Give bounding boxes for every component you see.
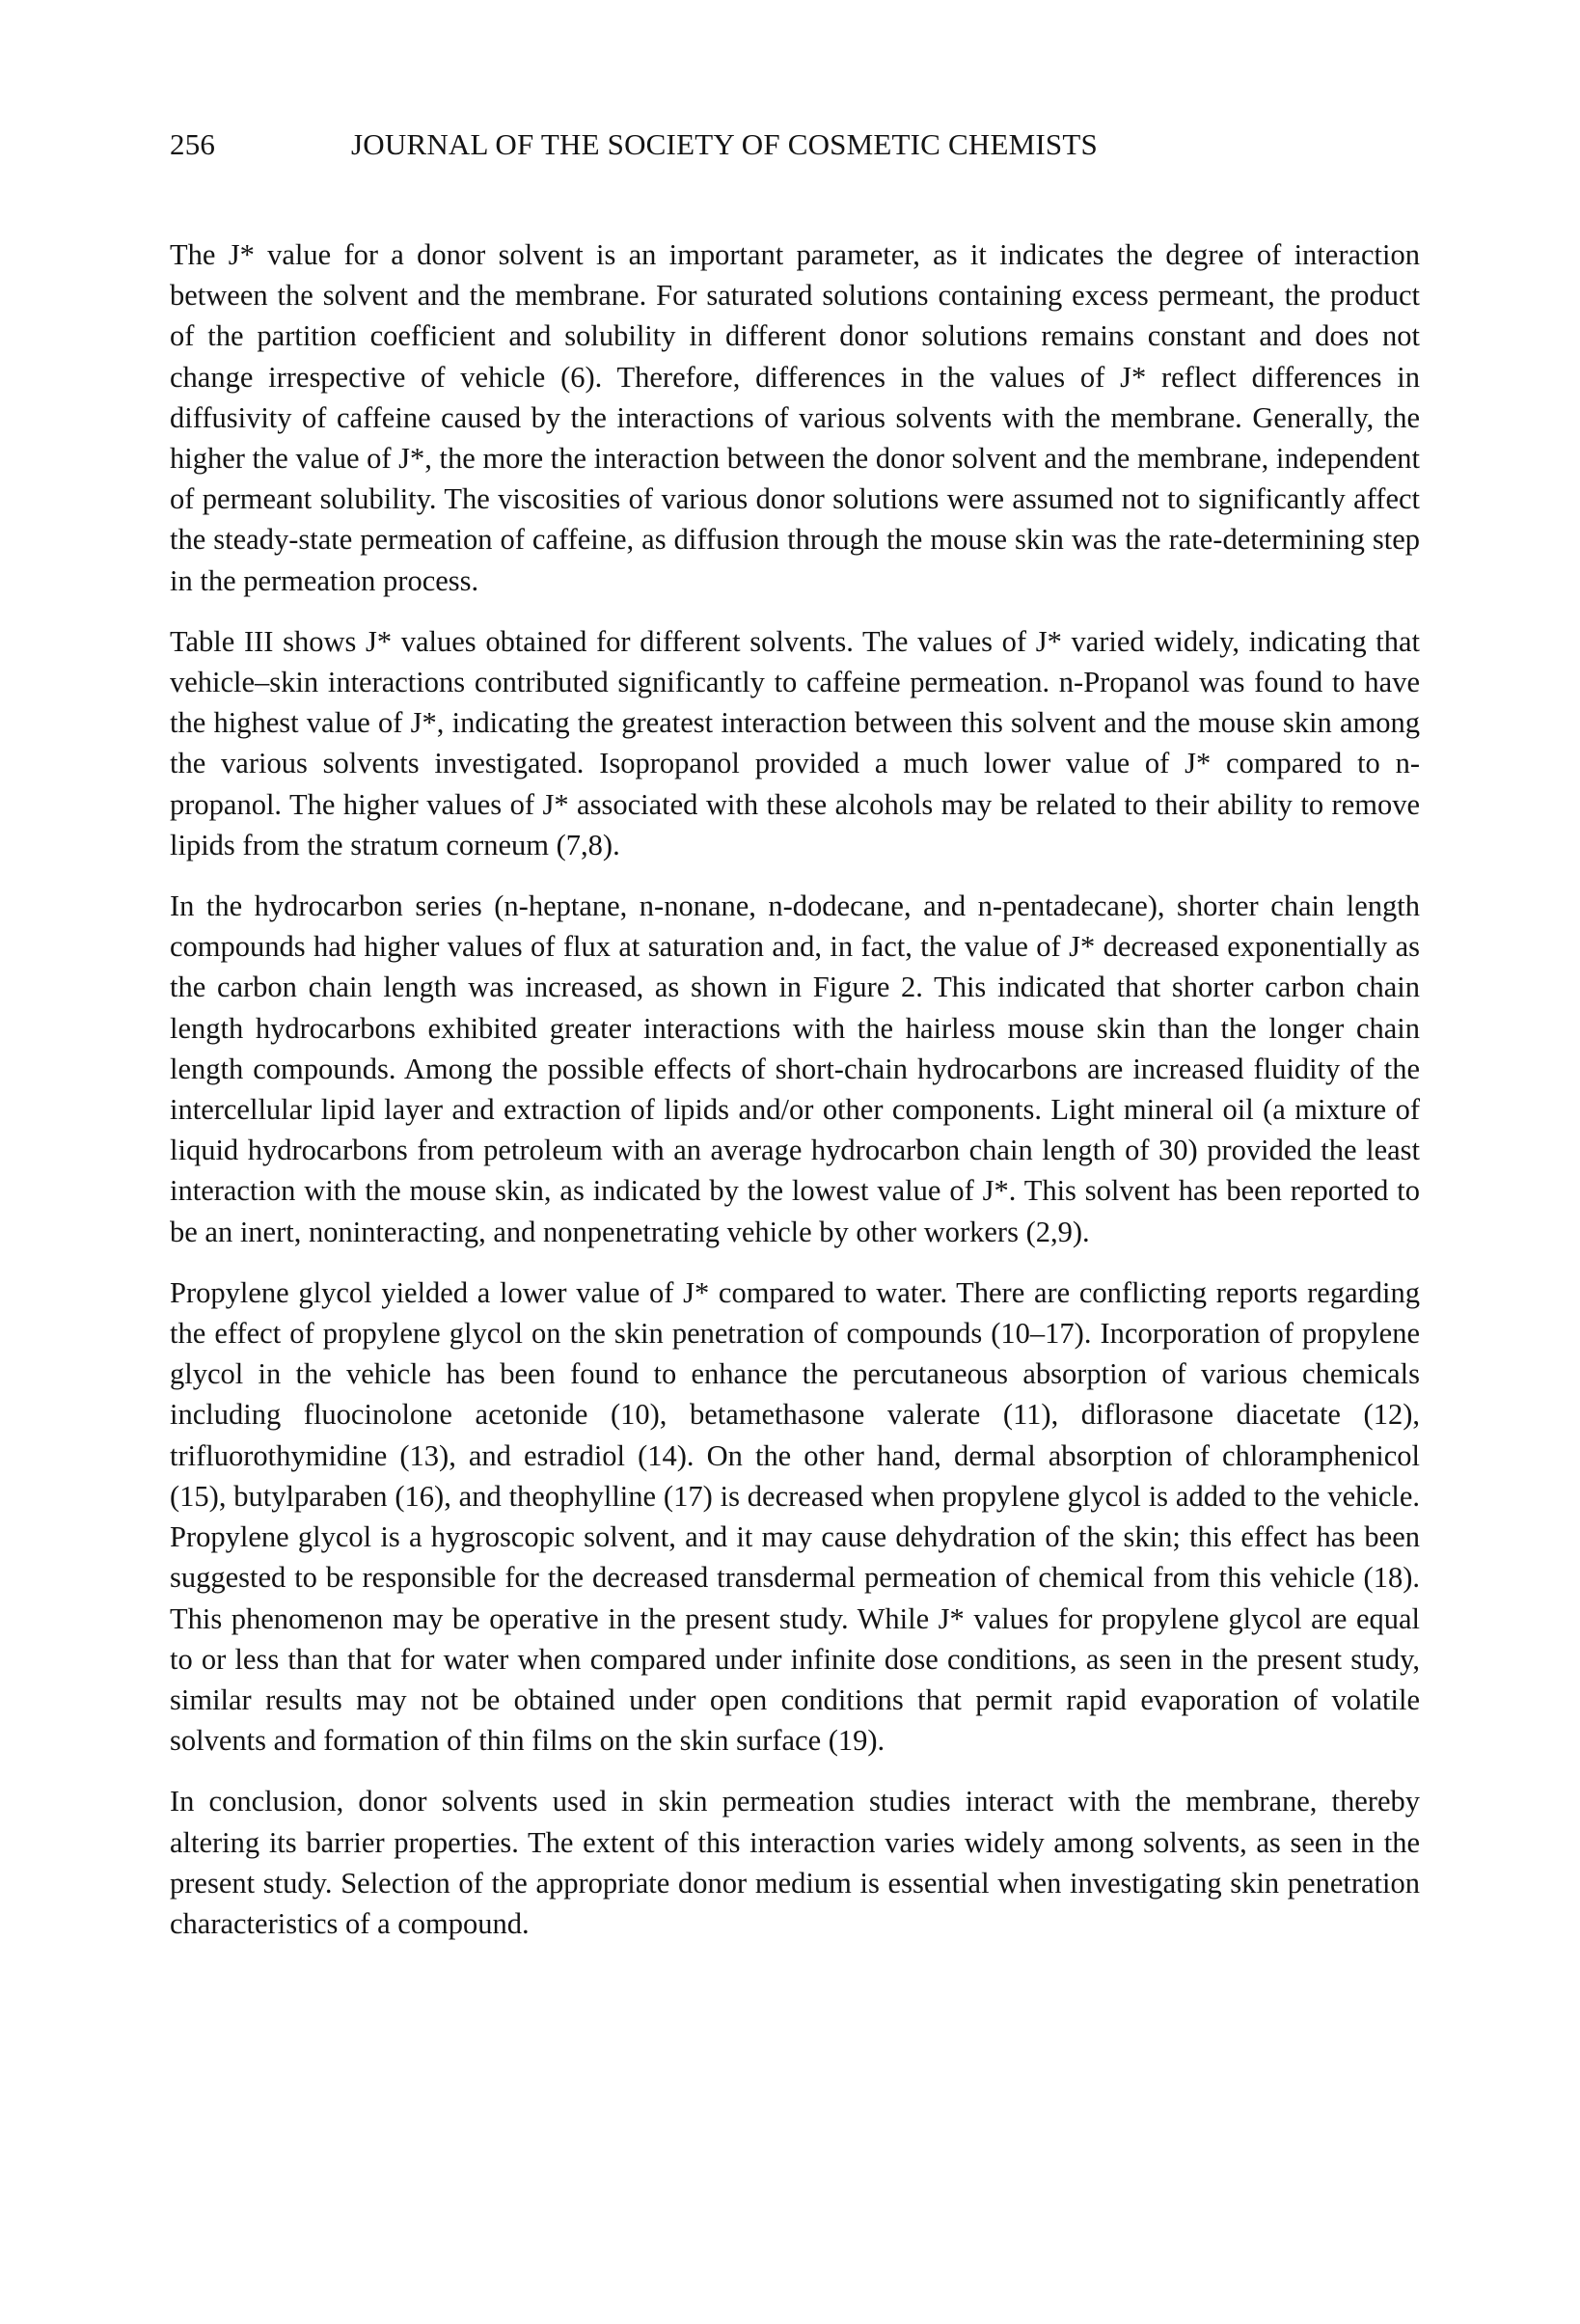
paragraph-hydrocarbon-series: In the hydrocarbon series (n-heptane, n-nonane, n-dodecane, and n-pentadecane), shorter chain length compounds had higher values of flux at saturation and, in fact, the value of J* decreased exponentially as the carbon chain length was increased, as shown in Figure 2. This indicated that shorter carbon chain length hydrocarbons exhibited greater interactions with the hairless mouse skin than the longer chain length compounds. Among the possible effects of short-chain hydrocarbons are increased fluidity of the intercellular lipid layer and extraction of lipids and/or other components. Light mineral oil (a mixture of liquid hydrocarbons from petroleum with an average hydrocarbon chain length of 30) provided the least interaction with the mouse skin, as indicated by the lowest value of J*. This solvent has been reported to be an inert, noninteracting, and nonpenetrating vehicle by other workers (2,9). xyxy=(170,889,1420,1248)
paragraph-j-star-parameter: The J* value for a donor solvent is an important parameter, as it indicates the degree of interaction between the solvent and the membrane. For saturated solutions containing excess permeant, the product of the partition coefficient and solubility in different donor solutions remains constant and does not change irrespective of vehicle (6). Therefore, differences in the values of J* reflect differences in diffusivity of caffeine caused by the interactions of various solvents with the membrane. Generally, the higher the value of J*, the more the interaction between the donor solvent and the membrane, independent of permeant solubility. The viscosities of various donor solutions were assumed not to significantly affect the steady-state permeation of caffeine, as diffusion through the mouse skin was the rate-determining step in the permeation process. xyxy=(170,238,1420,597)
running-head xyxy=(170,127,1420,170)
journal-title: JOURNAL OF THE SOCIETY OF COSMETIC CHEMISTS xyxy=(351,127,1098,161)
paragraph-conclusion: In conclusion, donor solvents used in skin permeation studies interact with the membrane, thereby altering its barrier properties. The extent of this interaction varies widely among solvents, as seen in the present study. Selection of the appropriate donor medium is essential when investigating skin penetration characteristics of a compound. xyxy=(170,1785,1420,1940)
article-body xyxy=(170,234,1420,1964)
paragraph-table-iii: Table III shows J* values obtained for different solvents. The values of J* varied widely, indicating that vehicle–skin interactions contributed significantly to caffeine permeation. n-Propanol was found to have the highest value of J*, indicating the greatest interaction between this solvent and the mouse skin among the various solvents investigated. Isopropanol provided a much lower value of J* compared to n-propanol. The higher values of J* associated with these alcohols may be related to their ability to remove lipids from the stratum corneum (7,8). xyxy=(170,624,1420,861)
paragraph-propylene-glycol: Propylene glycol yielded a lower value of J* compared to water. There are conflicting reports regarding the effect of propylene glycol on the skin penetration of compounds (10–17). Incorporation of propylene glycol in the vehicle has been found to enhance the percutaneous absorption of various chemicals including fluocinolone acetonide (10), betamethasone valerate (11), diflorasone diacetate (12), trifluorothymidine (13), and estradiol (14). On the other hand, dermal absorption of chloramphenicol (15), butylparaben (16), and theophylline (17) is decreased when propylene glycol is added to the vehicle. Propylene glycol is a hygroscopic solvent, and it may cause dehydration of the skin; this effect has been suggested to be responsible for the decreased transdermal permeation of chemical from this vehicle (18). This phenomenon may be operative in the present study. While J* values for propylene glycol are equal to or less than that for water when compared under infinite dose conditions, as seen in the present study, similar results may not be obtained under open conditions that permit rapid evaporation of volatile solvents and formation of thin films on the skin surface (19). xyxy=(170,1275,1420,1758)
page-number: 256 xyxy=(170,127,216,161)
